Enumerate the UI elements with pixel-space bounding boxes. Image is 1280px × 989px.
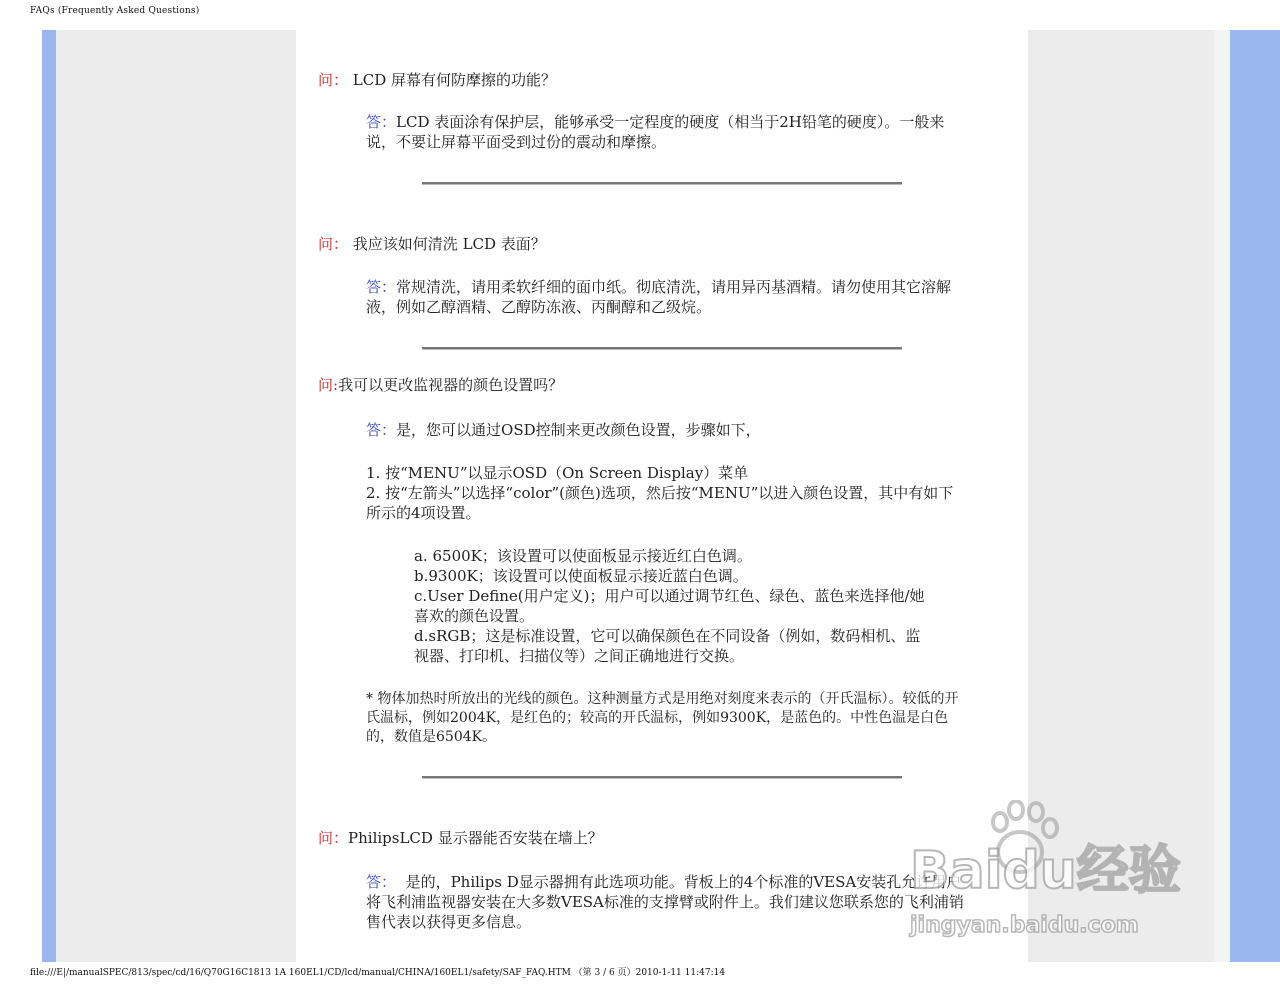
divider: [422, 776, 902, 779]
divider: [422, 182, 902, 185]
question-text: 我应该如何清洗 LCD 表面？: [352, 235, 546, 253]
answer-label: 答：: [366, 113, 397, 131]
step-2: 2. 按“左箭头”以选择“color”(颜色)选项，然后按“MENU”以进入颜色设置，其中有如下所示的4项设置。: [366, 484, 954, 522]
question-label: 问：: [318, 235, 349, 253]
question-text: 我可以更改监视器的颜色设置吗？: [338, 376, 564, 394]
answer-2: [366, 277, 966, 317]
page-footer-path: file:///E|/manualSPEC/813/spec/cd/16/Q70G16C1813 1A 160EL1/CD/lcd/manual/CHINA/160EL1/safety/SAF_FAQ.HTM （第 3 / 6 页）2010-1-11 11:47:14: [30, 968, 726, 978]
question-label: 问:: [318, 376, 339, 394]
steps-list: [366, 463, 966, 523]
question-text: PhilipsLCD 显示器能否安装在墙上？: [348, 829, 603, 847]
question-4: [318, 828, 603, 848]
answer-label: 答：: [366, 278, 397, 296]
question-1: [318, 70, 556, 90]
answer-text: 常规清洗，请用柔软纤细的面巾纸。彻底清洗，请用异丙基酒精。请勿使用其它溶解液，例如乙醇酒精、乙醇防冻液、丙酮醇和乙级烷。: [366, 278, 952, 316]
answer-label: 答：: [366, 421, 397, 439]
answer-4: [366, 872, 966, 932]
question-text: LCD 屏幕有何防摩擦的功能？: [352, 71, 557, 89]
baidu-watermark-logo: [900, 800, 1200, 940]
right-blue-bar: [1230, 30, 1280, 962]
answer-3: [366, 420, 966, 440]
page-header-title: FAQs (Frequently Asked Questions): [30, 6, 200, 16]
divider: [422, 347, 902, 350]
left-blue-bar: [42, 30, 56, 962]
question-3: [318, 375, 563, 395]
watermark-text: Baidu经验: [910, 841, 1181, 901]
answer-text: LCD 表面涂有保护层，能够承受一定程度的硬度（相当于2H铅笔的硬度）。一般来说，不要让屏幕平面受到过份的震动和摩擦。: [366, 113, 945, 151]
answer-label: 答：: [366, 873, 397, 891]
option-a: a. 6500K；该设置可以使面板显示接近红白色调。: [414, 547, 752, 565]
option-d: d.sRGB；这是标准设置，它可以确保颜色在不同设备（例如，数码相机、监视器、打印机、扫描仪等）之间正确地进行交换。: [414, 627, 921, 665]
question-label: 问：: [318, 71, 349, 89]
question-label: 问：: [318, 829, 349, 847]
watermark-url: jingyan.baidu.com: [910, 913, 1139, 938]
step-1: 1. 按“MENU”以显示OSD（On Screen Display）菜单: [366, 464, 749, 482]
right-light-strip: [1214, 30, 1230, 962]
answer-1: [366, 112, 966, 152]
color-temperature-note: * 物体加热时所放出的光线的颜色。这种测量方式是用绝对刻度来表示的（开氏温标）。较低的开氏温标，例如2004K，是红色的；较高的开氏温标，例如9300K，是蓝色的。中性色温是白色的，数值是6504K。: [366, 691, 959, 745]
question-2: [318, 234, 546, 254]
option-b: b.9300K；该设置可以使面板显示接近蓝白色调。: [414, 567, 748, 585]
answer-text: 是的，Philips D显示器拥有此选项功能。背板上的4个标准的VESA安装孔允许用户将飞利浦监视器安装在大多数VESA标准的支撑臂或附件上。我们建议您联系您的飞利浦销售代表以获得更多信息。: [366, 873, 964, 931]
answer-text: 是，您可以通过OSD控制来更改颜色设置，步骤如下，: [396, 421, 761, 439]
left-gray-margin: [56, 30, 296, 962]
option-c: c.User Define(用户定义)；用户可以通过调节红色、绿色、蓝色来选择他/她喜欢的颜色设置。: [414, 587, 925, 625]
options-list: [414, 546, 934, 666]
